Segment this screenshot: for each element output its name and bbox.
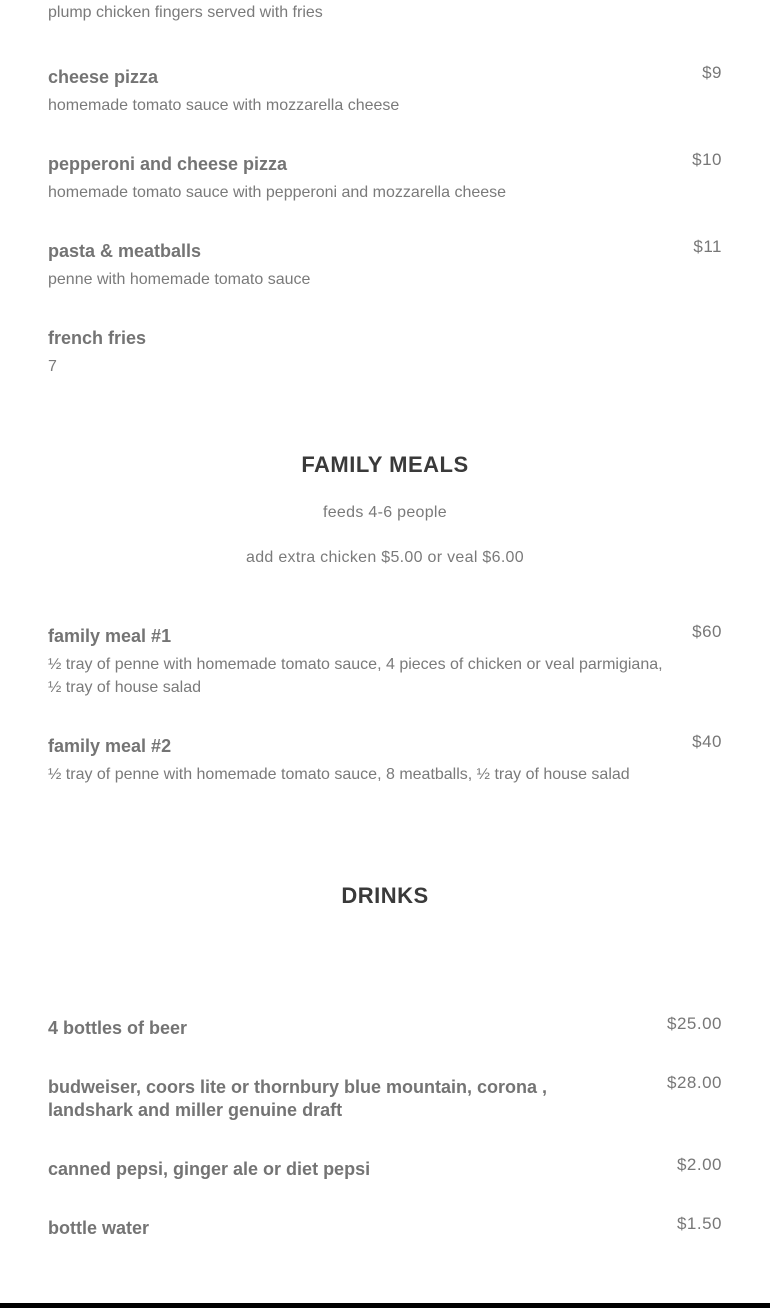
drink-item-beer-bottles bbox=[48, 1014, 722, 1040]
item-name: family meal #2 bbox=[48, 736, 172, 756]
item-name: cheese pizza bbox=[48, 67, 159, 87]
item-name: pepperoni and cheese pizza bbox=[48, 154, 288, 174]
menu-item-pasta-meatballs bbox=[48, 237, 722, 291]
item-price: $2.00 bbox=[676, 1155, 722, 1174]
section-title-family-meals: FAMILY MEALS bbox=[301, 452, 469, 477]
bottom-divider bbox=[0, 1303, 770, 1308]
family-meals-note-serves: feeds 4-6 people bbox=[322, 504, 447, 521]
item-description: ½ tray of penne with homemade tomato sauce, 8 meatballs, ½ tray of house salad bbox=[48, 766, 630, 783]
drink-item-beer-brands bbox=[48, 1073, 722, 1122]
section-title-drinks: DRINKS bbox=[341, 883, 429, 908]
menu-item-family-meal-1 bbox=[48, 622, 722, 699]
item-price: $60 bbox=[692, 622, 722, 641]
item-name: budweiser, coors lite or thornbury blue mountain, corona , landshark and miller genuine draft bbox=[48, 1077, 548, 1120]
menu-item-family-meal-2 bbox=[48, 732, 722, 786]
item-description: ½ tray of penne with homemade tomato sauce, 4 pieces of chicken or veal parmigiana, ½ tray of house salad bbox=[48, 656, 663, 696]
drink-item-soda bbox=[48, 1155, 722, 1181]
item-price: $28.00 bbox=[667, 1073, 722, 1092]
item-price: $10 bbox=[692, 150, 722, 169]
item-name: family meal #1 bbox=[48, 626, 172, 646]
menu-item-pepperoni-pizza bbox=[48, 150, 722, 204]
item-description: homemade tomato sauce with pepperoni and mozzarella cheese bbox=[48, 184, 507, 201]
item-price: $9 bbox=[702, 63, 722, 82]
item-name: pasta & meatballs bbox=[48, 241, 202, 261]
menu-item-cheese-pizza bbox=[48, 63, 722, 117]
item-description: plump chicken fingers served with fries bbox=[48, 4, 323, 21]
item-price: $40 bbox=[692, 732, 722, 751]
family-meals-note-extras: add extra chicken $5.00 or veal $6.00 bbox=[246, 549, 524, 566]
menu-item-french-fries bbox=[48, 327, 722, 378]
item-price: $25.00 bbox=[667, 1014, 722, 1033]
menu-item-chicken-fingers bbox=[48, 0, 722, 24]
item-name: bottle water bbox=[48, 1218, 150, 1238]
item-price: $11 bbox=[693, 237, 722, 256]
item-description: homemade tomato sauce with mozzarella cheese bbox=[48, 97, 400, 114]
item-name: 4 bottles of beer bbox=[48, 1018, 188, 1038]
item-description: 7 bbox=[48, 358, 57, 375]
item-description: penne with homemade tomato sauce bbox=[48, 271, 311, 288]
drink-item-water bbox=[48, 1214, 722, 1240]
item-name: canned pepsi, ginger ale or diet pepsi bbox=[48, 1159, 371, 1179]
item-price: $1.50 bbox=[676, 1214, 722, 1233]
item-name: french fries bbox=[48, 328, 147, 348]
